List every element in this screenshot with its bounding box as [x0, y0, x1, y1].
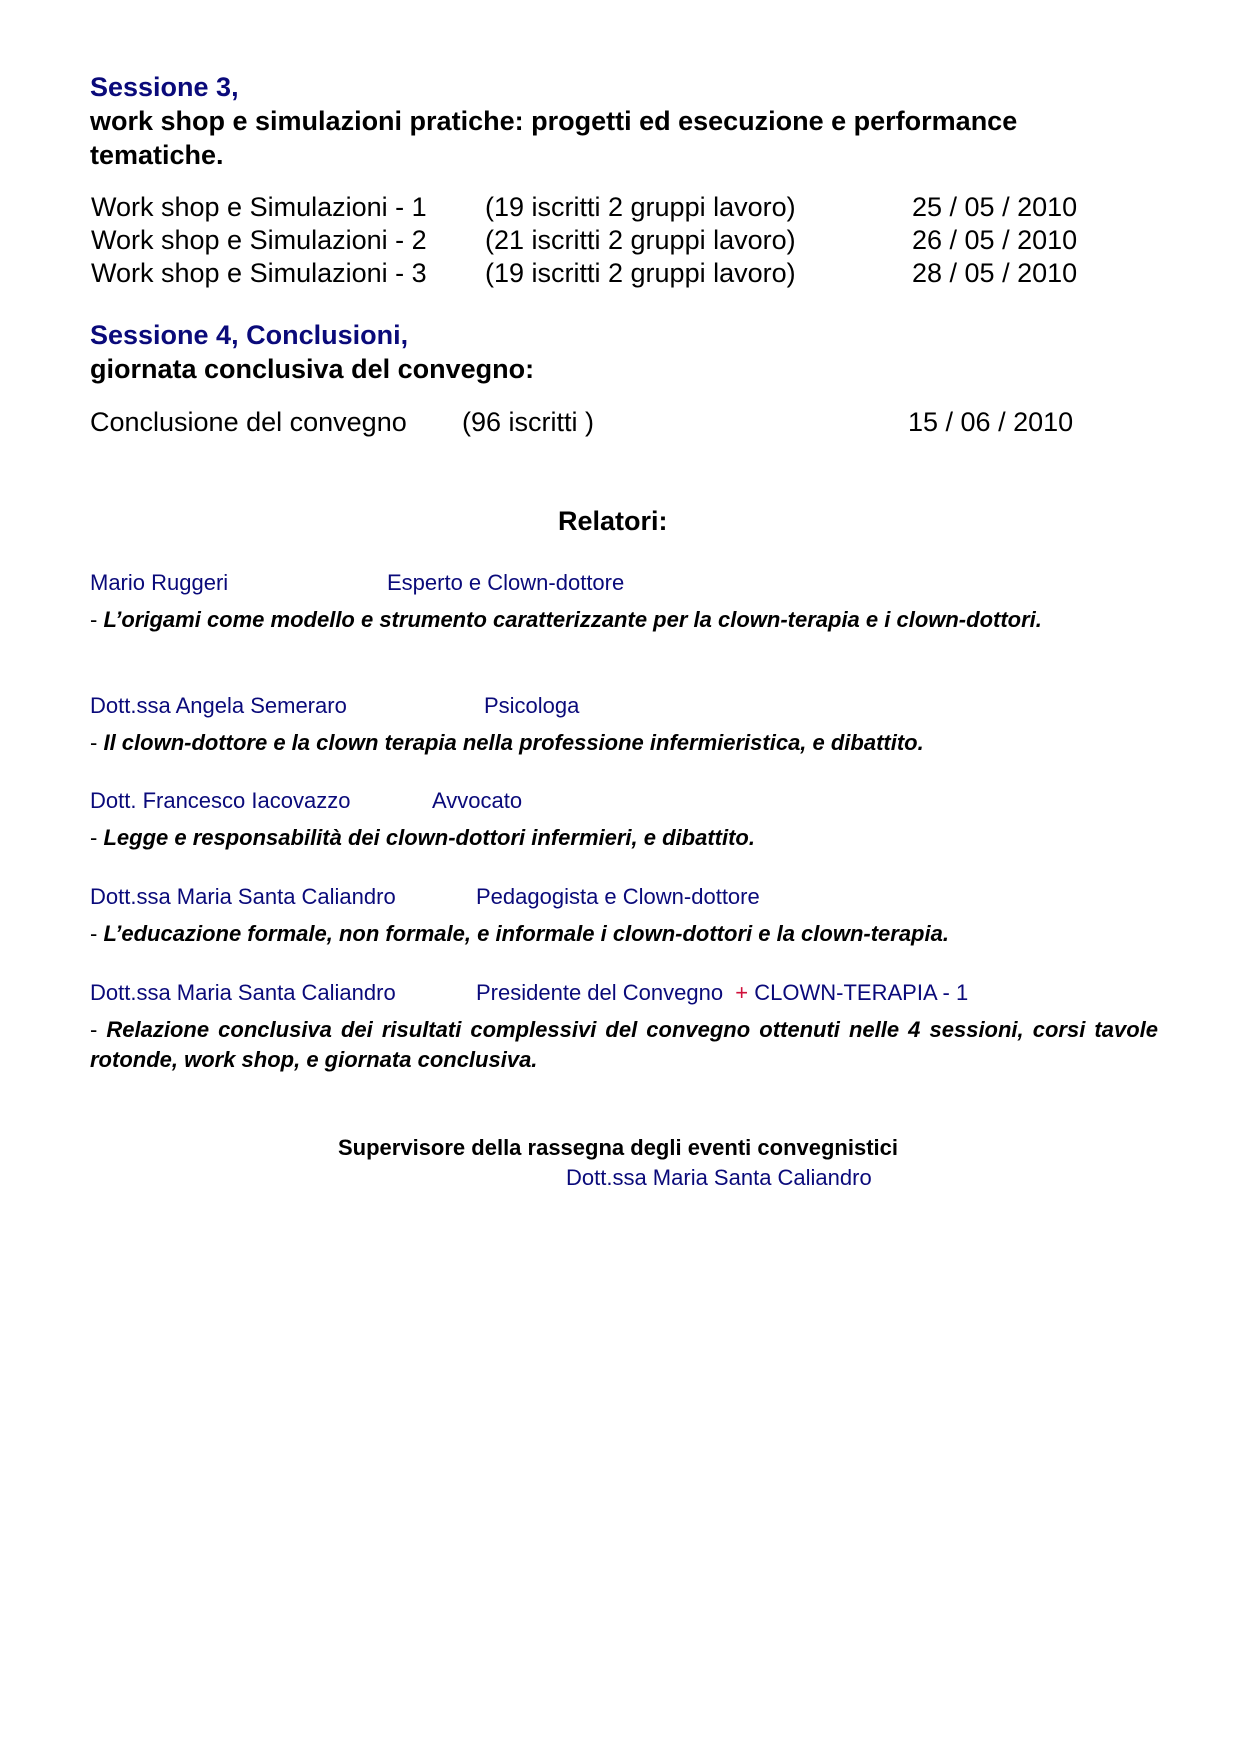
speaker-1-name: Mario Ruggeri: [90, 570, 229, 595]
speaker-1-talk-dash: -: [90, 607, 104, 632]
speaker-5-name: Dott.ssa Maria Santa Caliandro: [90, 980, 396, 1005]
session3-subheading-line1: work shop e simulazioni pratiche: progetti ed esecuzione e performance: [90, 106, 1018, 136]
speaker-5-role-line: [476, 980, 968, 1006]
speaker-5-extra: CLOWN-TERAPIA - 1: [754, 980, 969, 1005]
session4-row-detail: (96 iscritti ): [462, 407, 595, 437]
session4-subheading: giornata conclusiva del convegno:: [90, 354, 535, 384]
speaker-2-talk: [90, 728, 1158, 758]
supervisor-name: Dott.ssa Maria Santa Caliandro: [566, 1165, 872, 1190]
speaker-5-talk: [90, 1015, 1158, 1075]
session3-row-3-detail: (19 iscritti 2 gruppi lavoro): [485, 258, 796, 288]
speaker-3-name: Dott. Francesco Iacovazzo: [90, 788, 351, 813]
session3-row-2-detail: (21 iscritti 2 gruppi lavoro): [485, 225, 796, 255]
speaker-2-talk-dash: -: [90, 730, 104, 755]
speaker-4-talk-title: L’educazione formale, non formale, e informale i clown-dottori e la clown-terapia.: [103, 921, 949, 946]
session3-row-1-detail: (19 iscritti 2 gruppi lavoro): [485, 192, 796, 222]
speaker-4-talk-dash: -: [90, 921, 104, 946]
relatori-title: Relatori:: [558, 506, 668, 536]
speaker-4-name: Dott.ssa Maria Santa Caliandro: [90, 884, 396, 909]
session3-row-3-name: Work shop e Simulazioni - 3: [91, 258, 427, 288]
session3-row-1-name: Work shop e Simulazioni - 1: [91, 192, 427, 222]
speaker-5-plus: +: [735, 980, 749, 1005]
speaker-2-role: Psicologa: [484, 693, 580, 718]
speaker-2-talk-title: Il clown-dottore e la clown terapia nella professione infermieristica, e dibattito.: [103, 730, 924, 755]
session3-row-2-name: Work shop e Simulazioni - 2: [91, 225, 427, 255]
session3-heading: Sessione 3,: [90, 72, 239, 102]
speaker-3-role: Avvocato: [432, 788, 523, 813]
speaker-4-talk: [90, 919, 1158, 949]
session4-row-name: Conclusione del convegno: [90, 407, 407, 437]
supervisor-title: Supervisore della rassegna degli eventi convegnistici: [338, 1135, 898, 1160]
speaker-4-role: Pedagogista e Clown-dottore: [476, 884, 760, 909]
session4-heading: Sessione 4, Conclusioni,: [90, 320, 409, 350]
speaker-3-talk-title: Legge e responsabilità dei clown-dottori infermieri, e dibattito.: [103, 825, 755, 850]
speaker-1-talk-title: L’origami come modello e strumento caratterizzante per la clown-terapia e i clown-dottori.: [103, 607, 1042, 632]
session3-row-2-date: 26 / 05 / 2010: [912, 225, 1078, 255]
session3-subheading-line2: tematiche.: [90, 140, 224, 170]
speaker-1-role: Esperto e Clown-dottore: [387, 570, 625, 595]
speaker-1-talk: [90, 605, 1158, 635]
session3-row-1-date: 25 / 05 / 2010: [912, 192, 1078, 222]
speaker-3-talk-dash: -: [90, 825, 104, 850]
speaker-5-talk-dash: -: [90, 1017, 107, 1042]
session4-row-date: 15 / 06 / 2010: [908, 407, 1074, 437]
session3-row-3-date: 28 / 05 / 2010: [912, 258, 1078, 288]
speaker-2-name: Dott.ssa Angela Semeraro: [90, 693, 347, 718]
speaker-5-talk-title: Relazione conclusiva dei risultati complessivi del convegno ottenuti nelle 4 sessioni, corsi tavole rotonde, work shop, e giornata conclusiva.: [90, 1017, 1158, 1072]
speaker-5-role: Presidente del Convegno: [476, 980, 724, 1005]
speaker-3-talk: [90, 823, 1158, 853]
